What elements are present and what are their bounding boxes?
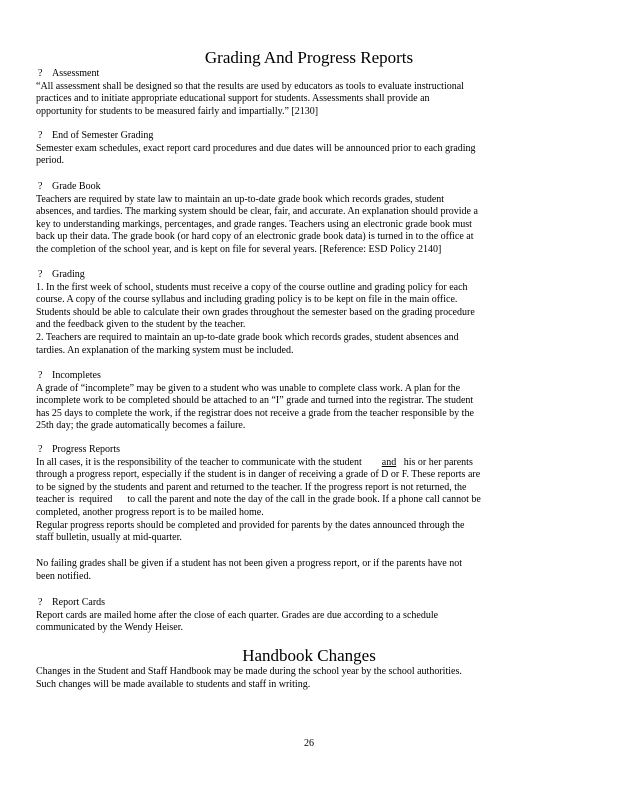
text-line: incomplete work to be completed should be attached to an “I” grade and turned into the registrar. The student: [36, 395, 474, 407]
text-line: A grade of “incomplete” may be given to a student who was unable to complete class work. A plan for the: [36, 382, 461, 394]
section-heading: [36, 269, 586, 282]
text-line: the completion of the school year, and is kept on file for several years. [Reference: ESD Policy 2140]: [36, 243, 442, 255]
text-fragment: teacher is: [36, 494, 75, 506]
bullet-glyph: ?: [38, 444, 43, 455]
text-fragment: his or her parents: [403, 456, 473, 468]
section-heading: [36, 597, 586, 610]
text-line: “All assessment shall be designed so that the results are used by educators as tools to evaluate instructional: [36, 80, 464, 92]
text-line: key to understanding markings, percentages, and grade ranges. Teachers using an electronic grade book must: [36, 218, 472, 230]
section-heading-text: Grade Book: [52, 181, 101, 192]
text-line: opportunity for students to be measured fairly and impartially.” [2130]: [36, 105, 319, 117]
text-line: practices and to initiate appropriate educational support for students. Assessments shall provide an: [36, 93, 430, 105]
bullet-glyph: ?: [38, 130, 43, 141]
text-line: Teachers are required by state law to maintain an up-to-date grade book which records grades, student: [36, 193, 445, 205]
bullet-glyph: ?: [38, 597, 43, 608]
section-heading-text: Report Cards: [52, 597, 106, 608]
text-line: [36, 457, 586, 470]
page-number: 26: [304, 738, 314, 749]
underlined-word: and: [381, 456, 397, 468]
bullet-glyph: ?: [38, 181, 43, 192]
text-line: Changes in the Student and Staff Handbook may be made during the school year by the school authorities.: [36, 666, 462, 677]
text-fragment: required: [79, 494, 113, 506]
section-heading-text: End of Semester Grading: [52, 130, 154, 141]
text-line: tardies. An explanation of the marking system must be included.: [36, 344, 294, 356]
text-line: completed, another progress report is to be mailed home.: [36, 506, 264, 518]
text-line: absences, and tardies. The marking system should be clear, fair, and accurate. An explanation should provide a: [36, 206, 478, 218]
text-line: Students should be able to calculate their own grades throughout the semester based on the grading procedure: [36, 306, 475, 318]
grade-book-section: [36, 181, 586, 257]
section-heading-text: Assessment: [52, 68, 100, 79]
text-fragment: to call the parent and note the day of the call in the grade book. If a phone call cannot be: [127, 494, 481, 506]
text-line: Report cards are mailed home after the close of each quarter. Grades are due according to a schedule: [36, 609, 439, 621]
section-title: Handbook Changes: [242, 646, 376, 665]
text-line: back up their data. The grade book (or hard copy of an electronic grade book data) is turned in to the office at: [36, 231, 474, 243]
text-line: Regular progress reports should be completed and provided for parents by the dates announced through the: [36, 519, 465, 531]
bullet-glyph: ?: [38, 68, 43, 79]
text-line: [36, 494, 586, 507]
text-line: Semester exam schedules, exact report card procedures and due dates will be announced prior to each grading: [36, 142, 476, 154]
text-line: No failing grades shall be given if a student has not been given a progress report, or if the parents have not: [36, 558, 462, 569]
semester-grading-section: [36, 130, 586, 168]
text-line: through a progress report, especially if the student is in danger of receiving a grade of D or F. These reports are: [36, 469, 481, 481]
text-line: 2. Teachers are required to maintain an up-to-date grade book which records grades, student absences and: [36, 331, 459, 343]
progress-note: [36, 558, 586, 583]
text-line: period.: [36, 155, 65, 167]
progress-reports-section: [36, 444, 586, 545]
grading-section: [36, 269, 586, 357]
text-line: been notified.: [36, 570, 91, 582]
section-heading: [36, 68, 586, 81]
section-heading: [36, 444, 586, 457]
text-line: Such changes will be made available to students and staff in writing.: [36, 678, 311, 690]
section-heading-text: Incompletes: [52, 370, 101, 381]
text-fragment: In all cases, it is the responsibility of the teacher to communicate with the student: [36, 456, 362, 468]
text-line: course. A copy of the course syllabus and including grading policy is to be kept on file in the main office.: [36, 294, 458, 306]
section-heading: [36, 181, 586, 194]
section-heading-text: Progress Reports: [52, 444, 121, 455]
section-heading-text: Grading: [52, 269, 85, 280]
bullet-glyph: ?: [38, 370, 43, 381]
page-title: Grading And Progress Reports: [204, 48, 414, 67]
text-line: 1. In the first week of school, students must receive a copy of the course outline and grading policy for each: [36, 281, 468, 293]
report-cards-section: [36, 597, 586, 635]
text-line: staff bulletin, usually at mid-quarter.: [36, 532, 182, 544]
incompletes-section: [36, 370, 586, 433]
text-line: to be signed by the students and parent and returned to the teacher. If the progress report is not returned, the: [36, 481, 467, 493]
section-heading: [36, 130, 586, 143]
section-heading: [36, 370, 586, 383]
handbook-changes-section: [36, 666, 586, 691]
text-line: 25th day; the grade automatically becomes a failure.: [36, 420, 246, 432]
assessment-section: [36, 68, 586, 118]
text-line: has 25 days to complete the work, if the registrar does not receive a grade from the teacher responsible by the: [36, 407, 474, 419]
bullet-glyph: ?: [38, 269, 43, 280]
text-line: communicated by the Wendy Heiser.: [36, 622, 184, 634]
text-line: and the feedback given to the student by the teacher.: [36, 319, 246, 331]
